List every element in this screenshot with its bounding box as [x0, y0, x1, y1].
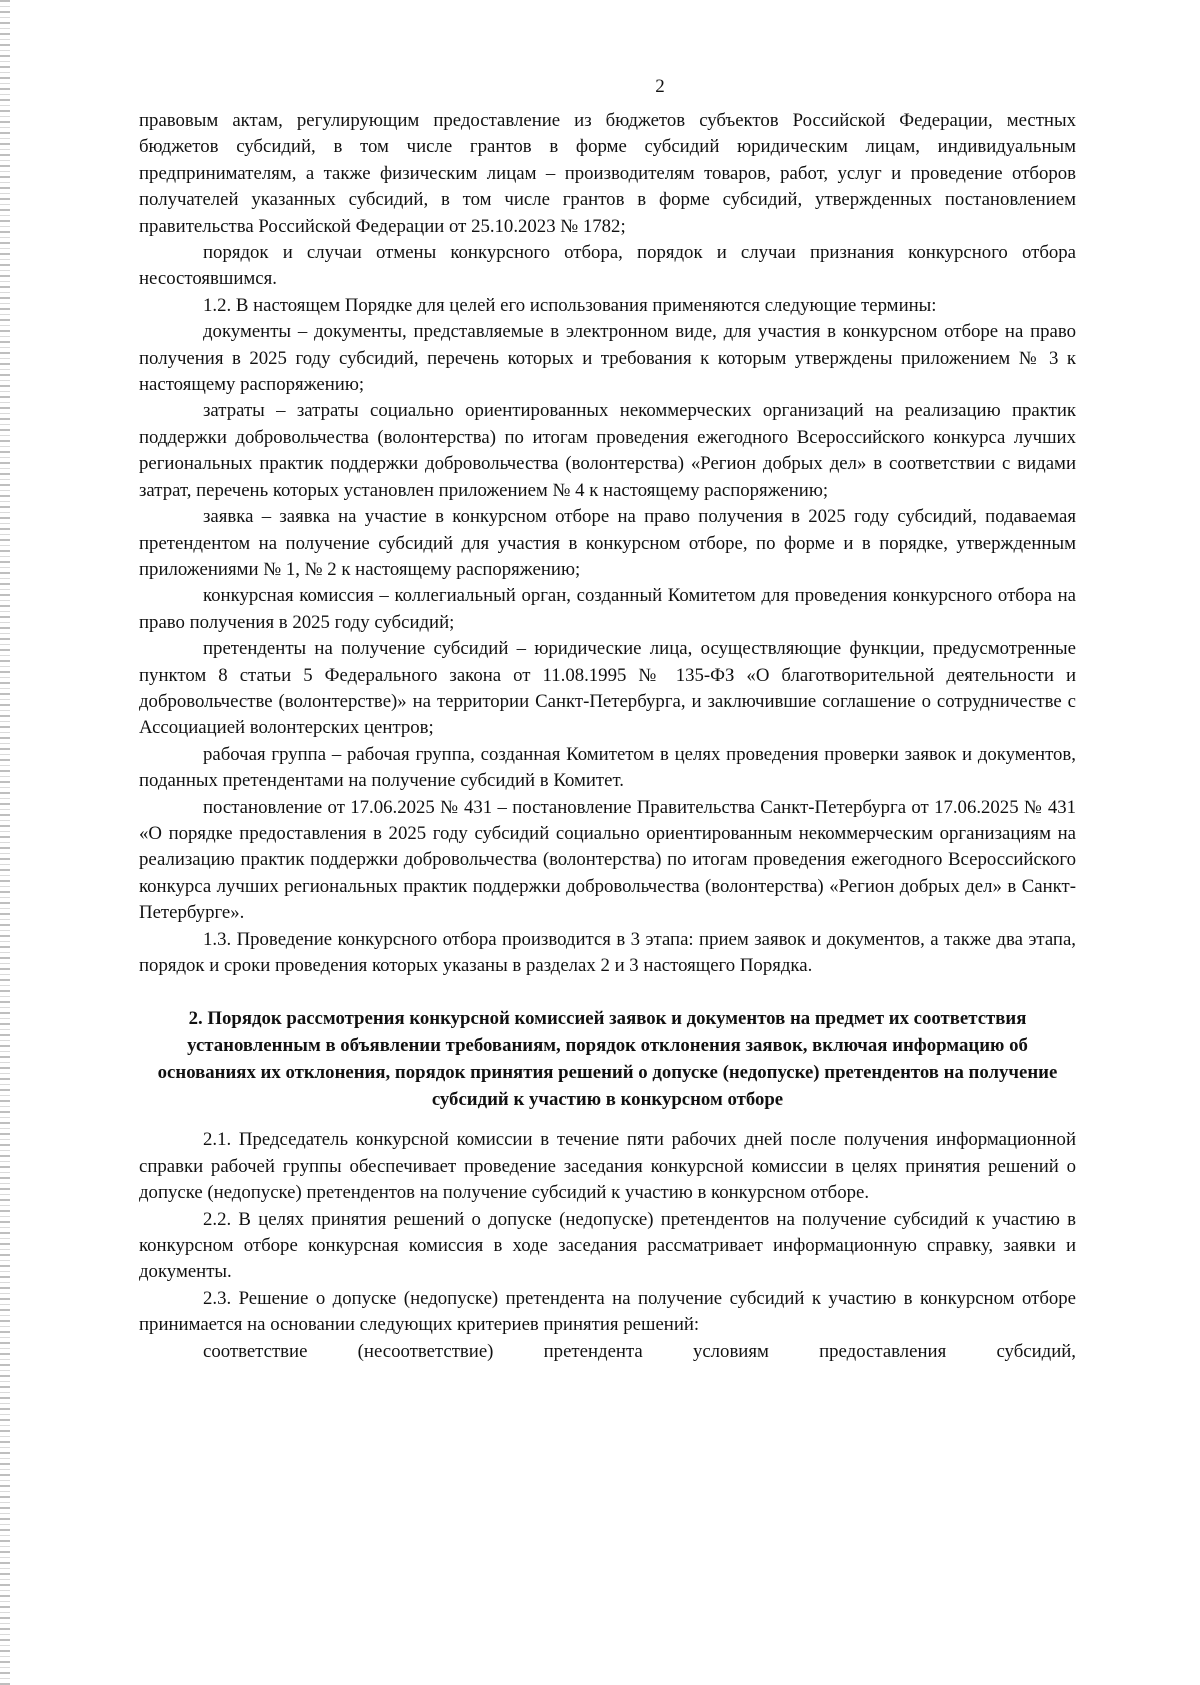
scan-edge-artifact — [0, 0, 10, 1685]
document-body — [139, 108, 1076, 1365]
term-working-group: рабочая группа – рабочая группа, созданная Комитетом в целях проведения проверки заявок и документов, поданных претендентами на получение субсидий в Комитет. — [139, 743, 1076, 792]
term-expenses: затраты – затраты социально ориентированных некоммерческих организаций на реализацию практик поддержки добровольчества (волонтерства) по итогам проведения ежегодного Всероссийского конкурса лучших региональных практик поддержки добровольчества (волонтерства) «Регион добрых дел» в соответствии с видами затрат, перечень которых установлен приложением № 4 к настоящему распоряжению; — [139, 400, 1076, 501]
paragraph-continuation: правовым актам, регулирующим предоставление из бюджетов субъектов Российской Федерации, местных бюджетов субсидий, в том числе грантов в форме субсидий юридическим лицам, индивидуальным предпринимателям, а также физическим лицам – производителям товаров, работ, услуг и проведение отборов получателей указанных субсидий, в том числе грантов в форме субсидий, утвержденных постановлением правительства Российской Федерации от 25.10.2023 № 1782; — [139, 110, 1076, 237]
page-number: 2 — [655, 76, 665, 97]
paragraph-1-3-stages: 1.3. Проведение конкурсного отбора производится в 3 этапа: прием заявок и документов, а также два этапа, порядок и сроки проведения которых указаны в разделах 2 и 3 настоящего Порядка. — [139, 928, 1076, 976]
paragraph-2-3: 2.3. Решение о допуске (недопуске) претендента на получение субсидий к участию в конкурсном отборе принимается на основании следующих критериев принятия решений: — [139, 1287, 1076, 1336]
paragraph-1-2-terms: 1.2. В настоящем Порядке для целей его использования применяются следующие термины: — [203, 294, 937, 316]
term-competition-commission: конкурсная комиссия – коллегиальный орган, созданный Комитетом для проведения конкурсного отбора на право получения в 2025 году субсидий; — [139, 585, 1076, 633]
paragraph-2-2: 2.2. В целях принятия решений о допуске (недопуске) претендентов на получение субсидий к участию в конкурсном отборе конкурсная комиссия в ходе заседания рассматривает информационную справку, заявки и документы. — [139, 1208, 1076, 1283]
paragraph-criteria-compliance: соответствие (несоответствие) претендента условиям предоставления субсидий, — [203, 1340, 1076, 1362]
term-application: заявка – заявка на участие в конкурсном отборе на право получения в 2025 году субсидий, подаваемая претендентом на получение субсидий для участия в конкурсном отборе, по форме и в порядке, утвержденным приложениями № 1, № 2 к настоящему распоряжению; — [139, 506, 1076, 580]
term-applicants: претенденты на получение субсидий – юридические лица, осуществляющие функции, предусмотренные пунктом 8 статьи 5 Федерального закона от 11.08.1995 № 135-ФЗ «О благотворительной деятельности и добровольчестве (волонтерстве)» на территории Санкт-Петербурга, и заключившие соглашение о сотрудничестве с Ассоциацией волонтерских центров; — [139, 638, 1076, 739]
term-documents: документы – документы, представляемые в электронном виде, для участия в конкурсном отборе на право получения в 2025 году субсидий, перечень которых и требования к которым утверждены приложением № 3 к настоящему распоряжению; — [139, 321, 1076, 396]
term-resolution-431: постановление от 17.06.2025 № 431 – постановление Правительства Санкт-Петербурга от 17.06.2025 № 431 «О порядке предоставления в 2025 году субсидий социально ориентированным некоммерческим организациям на реализацию практик поддержки добровольчества (волонтерства) по итогам проведения ежегодного Всероссийского конкурса лучших региональных практик поддержки добровольчества (волонтерства) «Регион добрых дел» в Санкт-Петербурге». — [139, 796, 1076, 924]
paragraph-2-1: 2.1. Председатель конкурсной комиссии в течение пяти рабочих дней после получения информационной справки рабочей группы обеспечивает проведение заседания конкурсной комиссии в целях принятия решений о допуске (недопуске) претендентов на получение субсидий к участию в конкурсном отборе. — [139, 1129, 1076, 1204]
paragraph-cancellation-procedure: порядок и случаи отмены конкурсного отбора, порядок и случаи признания конкурсного отбора несостоявшимся. — [139, 242, 1076, 290]
section-2-heading: 2. Порядок рассмотрения конкурсной комиссией заявок и документов на предмет их соответствия установленным в объявлении требованиям, порядок отклонения заявок, включая информацию об основаниях их отклонения, порядок принятия решений о допуске (недопуске) претендентов на получение субсидий к участию в конкурсном отборе — [157, 1008, 1058, 1111]
